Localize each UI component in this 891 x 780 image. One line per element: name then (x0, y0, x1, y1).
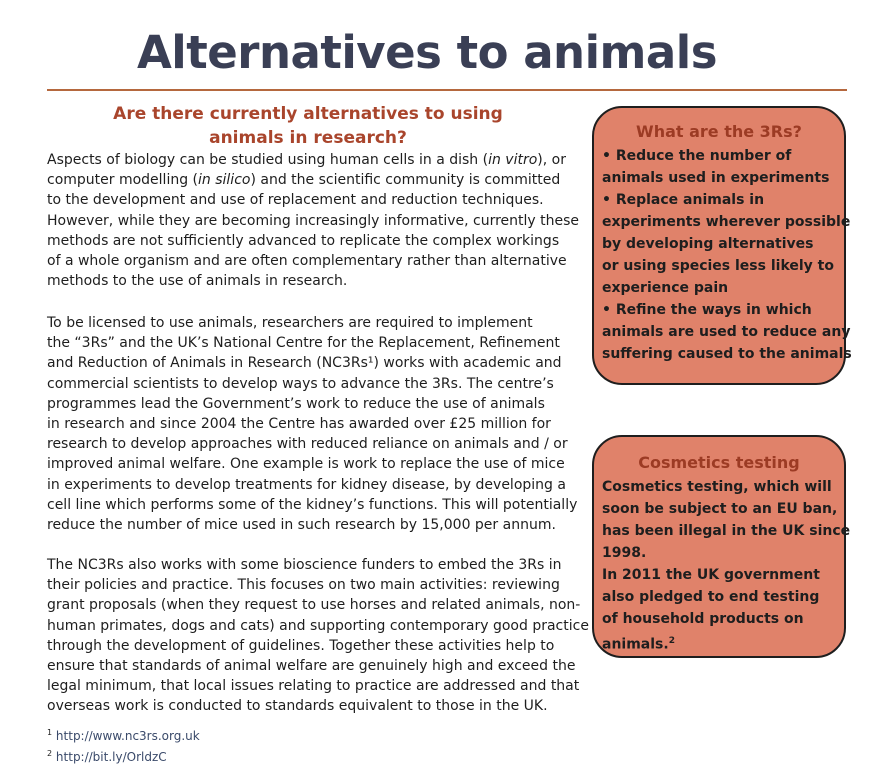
paragraph-line: However, while they are becoming increasingly informative, currently these (47, 212, 580, 229)
paragraph-line: and Reduction of Animals in Research (NC3Rs¹) works with academic and (47, 355, 562, 372)
paragraph-line: computer modelling (in silico) and the scientific community is committed (47, 172, 561, 189)
paragraph-line: to the development and use of replacement and reduction techniques. (47, 192, 544, 209)
paragraph-line: cell line which performs some of the kidney’s functions. This will potentially (47, 496, 578, 513)
paragraph-line: improved animal welfare. One example is work to replace the use of mice (47, 456, 565, 473)
cosmetics-line: also pledged to end testing (602, 589, 820, 605)
main-heading (47, 102, 569, 150)
cosmetics-line: Cosmetics testing, which will (602, 479, 832, 495)
paragraph-line: of a whole organism and are often complementary rather than alternative (47, 253, 567, 270)
three-rs-title: What are the 3Rs? (636, 122, 802, 141)
paragraph-nc3rs-licensing (47, 313, 578, 535)
page-title: Alternatives to animals (136, 26, 717, 79)
footnote-link-nc3rs[interactable]: http://www.nc3rs.org.uk (55, 729, 200, 743)
three-rs-line: • Replace animals in (602, 192, 765, 208)
paragraph-nc3rs-funders (47, 555, 589, 717)
paragraph-line: commercial scientists to develop ways to advance the 3Rs. The centre’s (47, 375, 554, 392)
paragraph-line: methods to the use of animals in research. (47, 273, 348, 290)
three-rs-line: animals used in experiments (602, 170, 830, 186)
paragraph-line: in experiments to develop treatments for kidney disease, by developing a (47, 476, 566, 493)
paragraph-line: methods are not sufficiently advanced to replicate the complex workings (47, 232, 560, 249)
cosmetics-title: Cosmetics testing (638, 453, 800, 472)
main-heading-line: Are there currently alternatives to using (113, 104, 503, 124)
main-heading-line: animals in research? (209, 128, 407, 148)
cosmetics-line: 1998. (602, 545, 647, 561)
paragraph-line: To be licensed to use animals, researchers are required to implement (47, 315, 533, 331)
footnote-marker: 2 (668, 636, 675, 646)
paragraph-line: legal minimum, that local issues relating to practice are addressed and that (47, 678, 580, 695)
cosmetics-line: of household products on (602, 611, 804, 627)
paragraph-line: overseas work is conducted to standards equivalent to those in the UK. (47, 698, 548, 715)
three-rs-line: animals are used to reduce any (602, 324, 851, 340)
footnote-2: $^2$ http://bit.ly/OrldzC (47, 749, 167, 764)
footnote-link-bitly[interactable]: http://bit.ly/OrldzC (55, 750, 167, 764)
three-rs-line: • Reduce the number of (602, 148, 792, 164)
paragraph-line: grant proposals (when they request to use horses and related animals, non- (47, 597, 581, 614)
three-rs-line: or using species less likely to (602, 258, 834, 274)
paragraph-line: The NC3Rs also works with some bioscience funders to embed the 3Rs in (47, 557, 562, 573)
paragraph-line: in research and since 2004 the Centre has awarded over £25 million for (47, 416, 551, 433)
three-rs-box (592, 106, 852, 385)
paragraph-alternatives (47, 150, 580, 291)
footnote-1: $^1$ http://www.nc3rs.org.uk (47, 728, 200, 743)
paragraph-line: ensure that standards of animal welfare are genuinely high and exceed the (47, 658, 576, 675)
three-rs-line: by developing alternatives (602, 236, 814, 252)
cosmetics-text (602, 476, 851, 656)
cosmetics-line: animals.$^2$ (602, 636, 675, 653)
paragraph-line: the “3Rs” and the UK’s National Centre for the Replacement, Refinement (47, 335, 560, 352)
cosmetics-line: soon be subject to an EU ban, (602, 501, 838, 517)
footnotes (47, 724, 200, 766)
three-rs-line: experience pain (602, 280, 729, 296)
paragraph-line: reduce the number of mice used in such research by 15,000 per annum. (47, 517, 556, 534)
three-rs-line: experiments wherever possible (602, 214, 851, 230)
cosmetics-line: In 2011 the UK government (602, 567, 820, 583)
cosmetics-box (592, 435, 851, 658)
paragraph-line: through the development of guidelines. Together these activities help to (47, 637, 555, 654)
paragraph-line: Aspects of biology can be studied using human cells in a dish (in vitro), or (47, 152, 566, 168)
paragraph-line: human primates, dogs and cats) and supporting contemporary good practice (47, 617, 589, 634)
three-rs-list (602, 145, 852, 365)
three-rs-line: • Refine the ways in which (602, 302, 812, 318)
paragraph-line: programmes lead the Government’s work to reduce the use of animals (47, 395, 545, 412)
cosmetics-line: has been illegal in the UK since (602, 523, 851, 539)
paragraph-line: their policies and practice. This focuses on two main activities: reviewing (47, 577, 560, 594)
paragraph-line: research to develop approaches with reduced reliance on animals and / or (47, 436, 568, 453)
title-divider (47, 89, 847, 91)
three-rs-line: suffering caused to the animals (602, 346, 852, 362)
